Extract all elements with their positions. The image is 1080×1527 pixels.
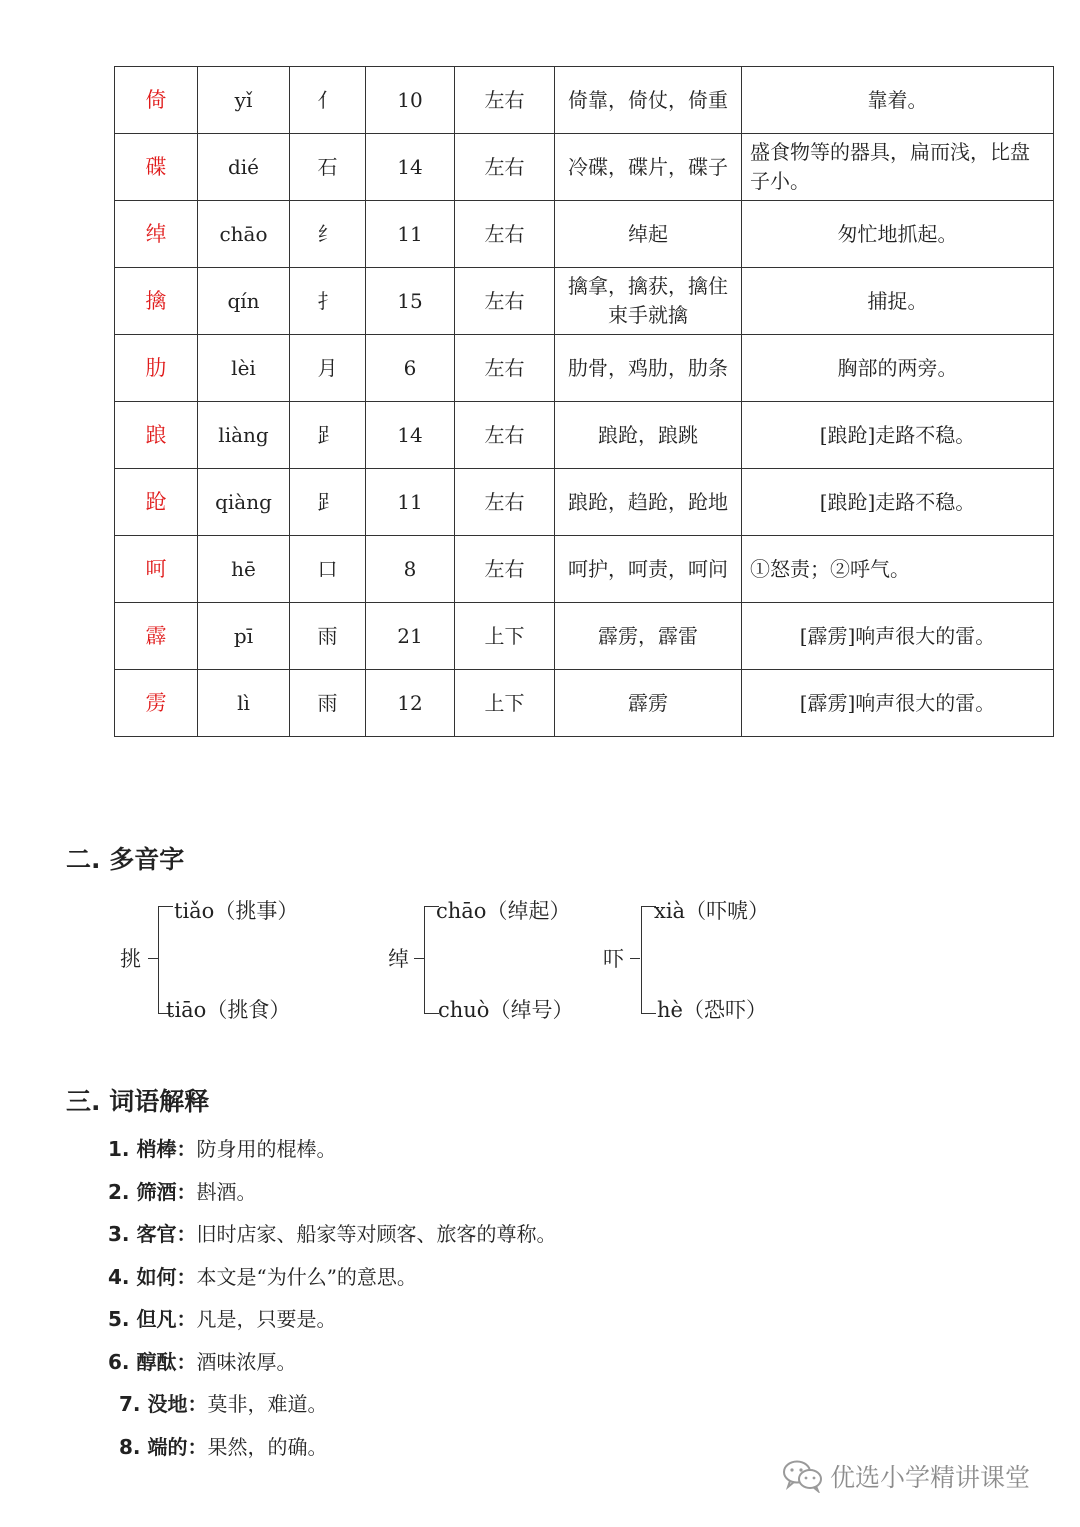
brace-stem xyxy=(630,958,640,959)
table-row xyxy=(115,268,1054,335)
polyphone-char: 绰 xyxy=(388,947,409,971)
vocab-definition: 莫非，难道。 xyxy=(207,1392,328,1416)
polyphone-reading-top: xià（吓唬） xyxy=(654,899,770,923)
char-cell: 呵 xyxy=(115,536,198,603)
pinyin-cell: qiàng xyxy=(198,469,290,536)
vocab-definition: 防身用的棍棒。 xyxy=(196,1137,337,1161)
vocab-definition: 斟酒。 xyxy=(196,1179,257,1204)
list-item xyxy=(108,1260,556,1303)
strokes-cell: 10 xyxy=(366,67,455,134)
char-cell: 跄 xyxy=(115,469,198,536)
vocab-term: 3. 客官： xyxy=(108,1222,197,1246)
list-item xyxy=(108,1217,556,1260)
words-cell: 踉跄，踉跳 xyxy=(555,402,742,469)
table-row xyxy=(115,67,1054,134)
polyphone-char: 吓 xyxy=(603,947,624,971)
table-row xyxy=(115,201,1054,268)
table-row xyxy=(115,536,1054,603)
radical-cell: 纟 xyxy=(290,201,366,268)
brace-stem xyxy=(414,958,424,959)
vocab-definition: 本文是“为什么”的意思。 xyxy=(196,1264,417,1289)
strokes-cell: 11 xyxy=(366,201,455,268)
list-item xyxy=(108,1387,556,1430)
list-item xyxy=(108,1175,556,1218)
wechat-icon xyxy=(782,1459,824,1493)
structure-cell: 左右 xyxy=(455,536,555,603)
vocab-term: 1. 梢棒： xyxy=(108,1137,197,1161)
structure-cell: 左右 xyxy=(455,402,555,469)
meaning-cell: 匆忙地抓起。 xyxy=(742,201,1054,268)
words-cell: 倚靠，倚仗，倚重 xyxy=(555,67,742,134)
section-heading-polyphones: 二. 多音字 xyxy=(66,845,185,874)
character-table xyxy=(114,66,1054,737)
meaning-cell: [霹雳]响声很大的雷。 xyxy=(742,670,1054,737)
vocab-term: 4. 如何： xyxy=(108,1264,197,1289)
words-cell: 霹雳，霹雷 xyxy=(555,603,742,670)
brace-stem xyxy=(148,958,158,959)
words-cell: 肋骨，鸡肋，肋条 xyxy=(555,335,742,402)
radical-cell: 𧾷 xyxy=(290,402,366,469)
list-item xyxy=(108,1345,556,1388)
char-cell: 踉 xyxy=(115,402,198,469)
structure-cell: 左右 xyxy=(455,67,555,134)
meaning-cell: 盛食物等的器具，扁而浅，比盘子小。 xyxy=(742,134,1054,201)
vocab-definition: 果然，的确。 xyxy=(207,1434,328,1459)
words-cell: 绰起 xyxy=(555,201,742,268)
strokes-cell: 6 xyxy=(366,335,455,402)
polyphone-reading-bottom: hè（恐吓） xyxy=(657,998,767,1022)
meaning-cell: 靠着。 xyxy=(742,67,1054,134)
strokes-cell: 12 xyxy=(366,670,455,737)
strokes-cell: 15 xyxy=(366,268,455,335)
meaning-cell: 捕捉。 xyxy=(742,268,1054,335)
table-row xyxy=(115,335,1054,402)
pinyin-cell: lì xyxy=(198,670,290,737)
strokes-cell: 14 xyxy=(366,402,455,469)
strokes-cell: 11 xyxy=(366,469,455,536)
structure-cell: 上下 xyxy=(455,603,555,670)
words-cell: 霹雳 xyxy=(555,670,742,737)
polyphone-reading-bottom: tiāo（挑食） xyxy=(166,998,291,1022)
char-cell: 肋 xyxy=(115,335,198,402)
char-cell: 绰 xyxy=(115,201,198,268)
list-item xyxy=(108,1430,556,1473)
pinyin-cell: qín xyxy=(198,268,290,335)
char-cell: 擒 xyxy=(115,268,198,335)
structure-cell: 左右 xyxy=(455,134,555,201)
table-row xyxy=(115,134,1054,201)
structure-cell: 左右 xyxy=(455,201,555,268)
list-item xyxy=(108,1302,556,1345)
words-cell: 踉跄，趋跄，跄地 xyxy=(555,469,742,536)
meaning-cell: [霹雳]响声很大的雷。 xyxy=(742,603,1054,670)
radical-cell: 𧾷 xyxy=(290,469,366,536)
structure-cell: 左右 xyxy=(455,268,555,335)
meaning-cell: ①怒责；②呼气。 xyxy=(742,536,1054,603)
meaning-cell: [踉跄]走路不稳。 xyxy=(742,469,1054,536)
polyphone-reading-top: chāo（绰起） xyxy=(436,899,571,923)
char-cell: 霹 xyxy=(115,603,198,670)
radical-cell: 口 xyxy=(290,536,366,603)
vocabulary-list xyxy=(108,1132,556,1472)
strokes-cell: 14 xyxy=(366,134,455,201)
pinyin-cell: liàng xyxy=(198,402,290,469)
table-row xyxy=(115,469,1054,536)
char-cell: 雳 xyxy=(115,670,198,737)
vocab-definition: 酒味浓厚。 xyxy=(196,1349,297,1374)
structure-cell: 左右 xyxy=(455,335,555,402)
radical-cell: 扌 xyxy=(290,268,366,335)
polyphone-reading-bottom: chuò（绰号） xyxy=(438,998,574,1022)
vocab-term: 5. 但凡： xyxy=(108,1307,197,1331)
vocab-definition: 凡是，只要是。 xyxy=(196,1307,337,1331)
meaning-cell: [踉跄]走路不稳。 xyxy=(742,402,1054,469)
radical-cell: 雨 xyxy=(290,670,366,737)
table-row xyxy=(115,670,1054,737)
table-row xyxy=(115,603,1054,670)
radical-cell: 雨 xyxy=(290,603,366,670)
structure-cell: 左右 xyxy=(455,469,555,536)
pinyin-cell: hē xyxy=(198,536,290,603)
vocab-term: 6. 醇酞： xyxy=(108,1349,197,1374)
char-cell: 倚 xyxy=(115,67,198,134)
watermark-text: 优选小学精讲课堂 xyxy=(830,1463,1031,1492)
polyphone-char: 挑 xyxy=(120,947,141,971)
vocab-term: 7. 没地： xyxy=(119,1392,208,1416)
table-row xyxy=(115,402,1054,469)
pinyin-cell: pī xyxy=(198,603,290,670)
watermark xyxy=(782,1458,1030,1494)
pinyin-cell: yǐ xyxy=(198,67,290,134)
polyphone-reading-top: tiǎo（挑事） xyxy=(174,899,299,923)
char-cell: 碟 xyxy=(115,134,198,201)
structure-cell: 上下 xyxy=(455,670,555,737)
pinyin-cell: dié xyxy=(198,134,290,201)
strokes-cell: 8 xyxy=(366,536,455,603)
words-cell: 呵护，呵责，呵问 xyxy=(555,536,742,603)
meaning-cell: 胸部的两旁。 xyxy=(742,335,1054,402)
list-item xyxy=(108,1132,556,1175)
section-heading-vocabulary: 三. 词语解释 xyxy=(66,1087,210,1116)
vocab-definition: 旧时店家、船家等对顾客、旅客的尊称。 xyxy=(196,1222,557,1246)
pinyin-cell: chāo xyxy=(198,201,290,268)
radical-cell: 石 xyxy=(290,134,366,201)
radical-cell: 亻 xyxy=(290,67,366,134)
strokes-cell: 21 xyxy=(366,603,455,670)
words-cell: 冷碟，碟片，碟子 xyxy=(555,134,742,201)
pinyin-cell: lèi xyxy=(198,335,290,402)
radical-cell: 月 xyxy=(290,335,366,402)
vocab-term: 8. 端的： xyxy=(119,1434,208,1459)
words-cell: 擒拿，擒获，擒住束手就擒 xyxy=(555,268,742,335)
vocab-term: 2. 筛酒： xyxy=(108,1179,197,1204)
